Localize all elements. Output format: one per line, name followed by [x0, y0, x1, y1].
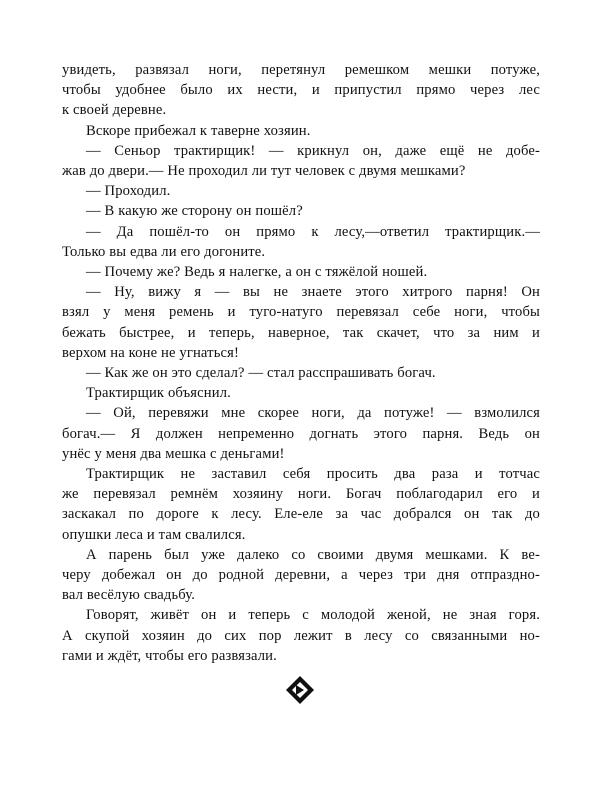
- text-line: Говорят, живёт он и теперь с молодой женой, не зная горя.: [86, 607, 540, 624]
- paragraph: [62, 201, 540, 221]
- text-line: — Почему же? Ведь я налегке, а он с тяжёлой ношей.: [86, 264, 428, 281]
- paragraph: [62, 141, 540, 181]
- text-line: — Сеньор трактирщик! — крикнул он, даже ещё не добе-: [86, 142, 540, 159]
- text-line: Вскоре прибежал к таверне хозяин.: [86, 122, 311, 139]
- text-line: — В какую же сторону он пошёл?: [86, 203, 303, 220]
- text-line: Трактирщик не заставил себя просить два раза и тотчас: [86, 466, 540, 483]
- paragraph: [62, 121, 540, 141]
- story-text: [62, 60, 540, 666]
- text-line: жав до двери.— Не проходил ли тут человек с двумя мешками?: [62, 163, 466, 180]
- text-line: к своей деревне.: [62, 102, 167, 119]
- text-line: верхом на коне не угнаться!: [62, 344, 240, 361]
- paragraph: [62, 545, 540, 606]
- paragraph: [62, 222, 540, 262]
- paragraph: [62, 605, 540, 666]
- paragraph: [62, 60, 540, 121]
- text-line: же перевязал ремнём хозяину ноги. Богач поблагодарил его и: [62, 486, 540, 503]
- text-line: гами и ждёт, чтобы его развязали.: [62, 647, 277, 664]
- text-line: — Ой, перевяжи мне скорее ноги, да потуже! — взмолился: [86, 405, 540, 422]
- text-line: опушки леса и там свалился.: [62, 526, 246, 543]
- paragraph: [62, 262, 540, 282]
- text-line: вал весёлую свадьбу.: [62, 587, 196, 604]
- text-line: — Ну, вижу я — вы не знаете этого хитрого парня! Он: [86, 284, 540, 301]
- paragraph: [62, 403, 540, 464]
- text-line: Только вы едва ли его догоните.: [62, 243, 266, 260]
- paragraph: [62, 363, 540, 383]
- text-line: заскакал по дороге к лесу. Еле-еле за час добрался он так до: [62, 506, 540, 523]
- text-line: А парень был уже далеко со своими двумя мешками. К ве-: [86, 546, 540, 563]
- paragraph: [62, 282, 540, 363]
- text-line: увидеть, развязал ноги, перетянул ремешком мешки потуже,: [62, 62, 540, 78]
- text-line: богач.— Я должен непременно догнать этого парня. Ведь он: [62, 425, 540, 442]
- text-line: — Проходил.: [86, 183, 171, 200]
- paragraph: [62, 181, 540, 201]
- paragraph: [62, 383, 540, 403]
- text-line: унёс у меня два мешка с деньгами!: [62, 445, 285, 462]
- text-line: — Да пошёл-то он прямо к лесу,—ответил трактирщик.—: [86, 223, 540, 240]
- text-line: Трактирщик объяснил.: [86, 385, 231, 402]
- diamond-ornament-icon: [286, 676, 314, 704]
- text-line: бежать быстрее, и теперь, наверное, так скачет, что за ним и: [62, 324, 540, 341]
- text-line: черу добежал он до родной деревни, а через три дня отпраздно-: [62, 567, 540, 584]
- text-line: взял у меня ремень и туго-натуго перевязал себе ноги, чтобы: [62, 304, 540, 321]
- text-line: чтобы удобнее было их нести, и припустил прямо через лес: [62, 82, 540, 99]
- text-line: А скупой хозяин до сих пор лежит в лесу со связанными но-: [62, 627, 540, 644]
- text-line: — Как же он это сделал? — стал расспрашивать богач.: [86, 365, 436, 382]
- paragraph: [62, 464, 540, 545]
